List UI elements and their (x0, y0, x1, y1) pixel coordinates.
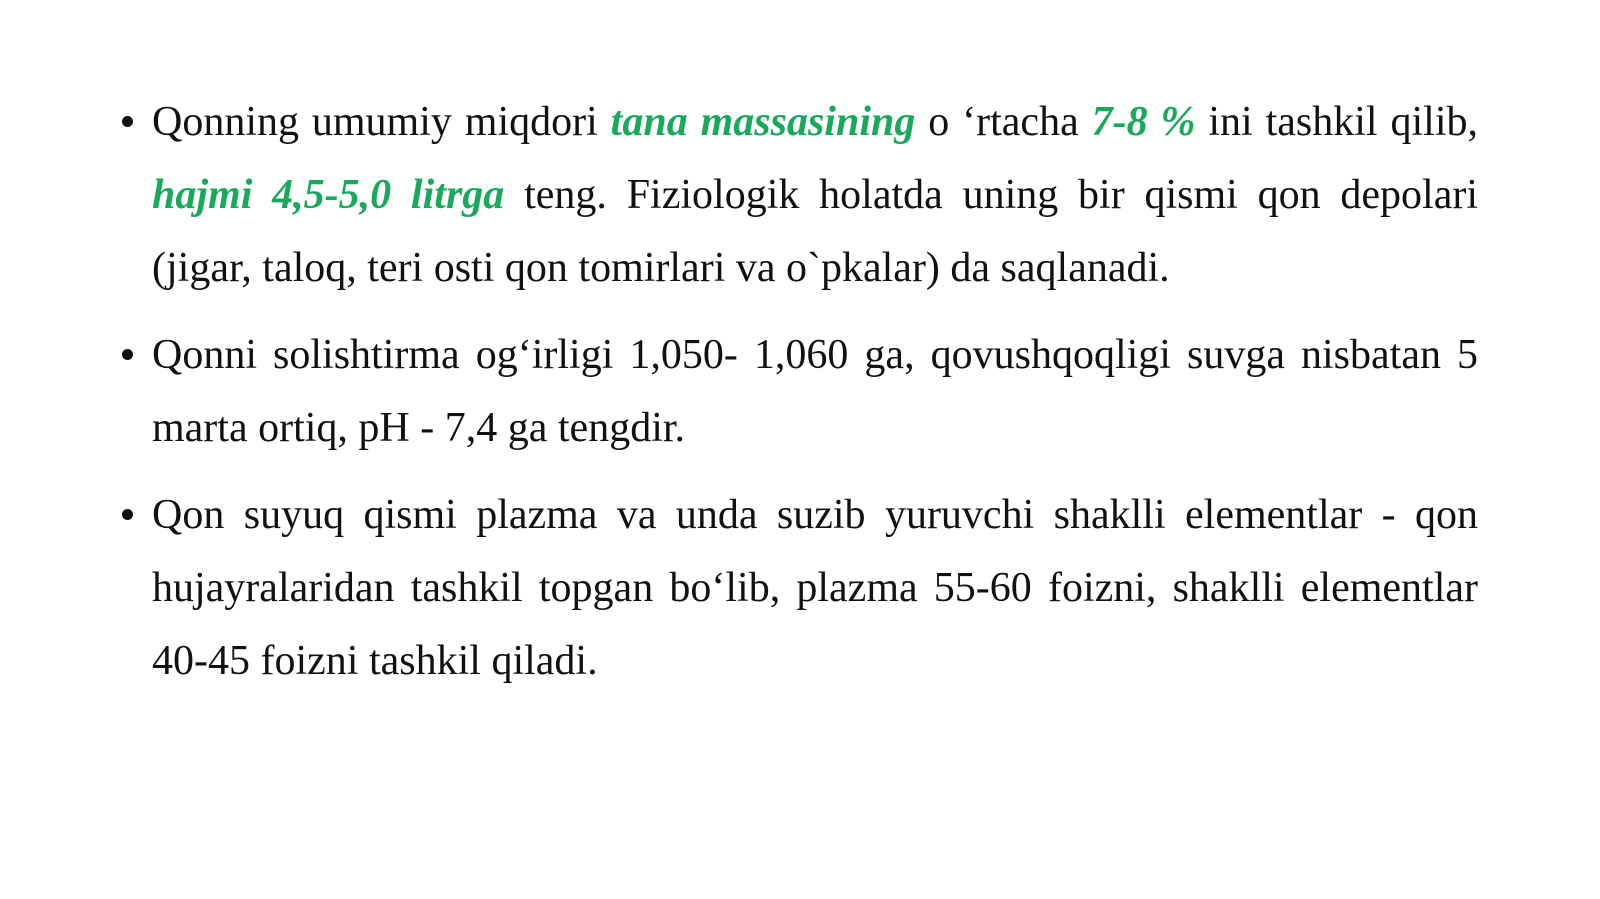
highlight-percent: 7-8 % (1091, 99, 1196, 145)
bullet-text: Qonning umumiy miqdori (152, 99, 611, 145)
bullet-text: Qonni solishtirma og‘irligi 1,050- 1,060 ga, qovushqoqligi suvga nisbatan 5 marta ortiq, pH - 7,4 ga tengdir. (152, 332, 1478, 451)
bullet-item-plasma (120, 479, 1478, 698)
highlight-volume: hajmi 4,5-5,0 litrga (152, 172, 505, 218)
highlight-body-mass: tana massasining (610, 99, 916, 145)
bullet-dot (122, 349, 133, 360)
bullet-text: Qon suyuq qismi plazma va unda suzib yuruvchi shaklli elementlar - qon hujayralaridan tashkil topgan bo‘lib, plazma 55-60 foizni, shaklli elementlar 40-45 foizni tashkil qiladi. (152, 492, 1478, 684)
bullet-text: ini tashkil qilib, (1195, 99, 1478, 145)
bullet-text: o ‘rtacha (915, 99, 1092, 145)
bullet-item-blood-volume (120, 86, 1478, 305)
bullet-text: teng. Fiziologik holatda uning bir qismi qon depolari (jigar, taloq, teri osti qon tomirlari va o`pkalar) da saqlanadi. (152, 172, 1479, 291)
bullet-list (120, 86, 1478, 712)
bullet-dot (122, 116, 133, 127)
bullet-dot (122, 509, 133, 520)
bullet-item-specific-gravity (120, 319, 1478, 465)
